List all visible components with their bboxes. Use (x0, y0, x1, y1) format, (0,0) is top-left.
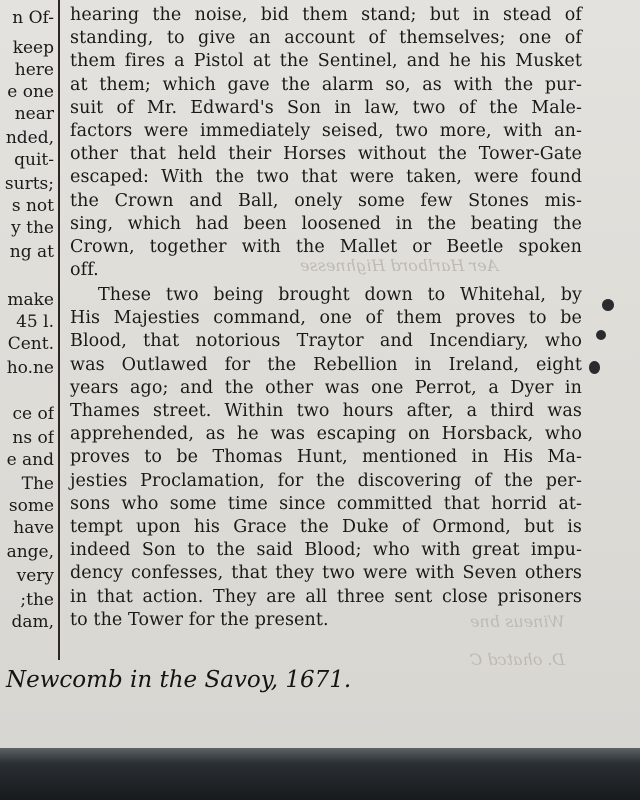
column-rule (58, 0, 60, 660)
article-line: sing, which had been loosened in the beating the (70, 214, 582, 234)
bleed-through-text: Wineus bne (470, 612, 565, 631)
article-line: them fires a Pistol at the Sentinel, and he his Musket (70, 51, 582, 71)
article-line: dency confesses, that they two were with Seven others (70, 563, 582, 583)
left-column-line: The (21, 474, 54, 494)
left-column-fragment (0, 0, 54, 660)
article-line: hearing the noise, bid them stand; but in stead of (70, 5, 582, 25)
article-line: standing, to give an account of themselves; one of (70, 28, 582, 48)
article-line: tempt upon his Grace the Duke of Ormond, but is (70, 517, 582, 537)
margin-hole (589, 361, 600, 374)
margin-hole (602, 299, 614, 311)
left-column-line: nded, (5, 128, 54, 148)
left-column-line: some (8, 496, 54, 516)
left-column-line: ng at (9, 242, 54, 262)
article-column (70, 0, 582, 660)
left-column-line: 45 l. (16, 312, 54, 332)
article-line: was Outlawed for the Rebellion in Ireland, eight (70, 355, 582, 375)
left-column-line: dam, (11, 612, 54, 632)
left-column-line: ange, (6, 542, 54, 562)
left-column-line: y the (11, 218, 54, 238)
printer-imprint: Newcomb in the Savoy, 1671. (6, 667, 352, 693)
left-column-line: e one (7, 82, 54, 102)
left-column-line: here (14, 60, 54, 80)
article-line: sons who some time since committed that horrid at- (70, 494, 582, 514)
left-column-line: keep (12, 38, 54, 58)
article-line: Blood, that notorious Traytor and Incendiary, who (70, 331, 582, 351)
article-line: His Majesties command, one of them proves to be (70, 308, 582, 328)
left-column-line: n Of- (12, 8, 54, 28)
bleed-through-text: Aer Harlbord Highnesse (300, 256, 499, 275)
article-line: suit of Mr. Edward's Son in law, two of the Male- (70, 98, 582, 118)
article-line: apprehended, as he was escaping on Horsback, who (70, 424, 582, 444)
left-column-line: Cent. (7, 334, 54, 354)
article-line: to the Tower for the present. (70, 610, 329, 630)
article-line: off. (70, 260, 99, 280)
article-line: These two being brought down to Whitehal, by (98, 285, 582, 305)
left-column-line: near (14, 104, 54, 124)
left-column-line: ce of (12, 404, 54, 424)
article-line: in that action. They are all three sent close prisoners (70, 587, 582, 607)
table-shadow (0, 748, 640, 800)
article-line: indeed Son to the said Blood; who with great impu- (70, 540, 582, 560)
left-column-line: surts; (4, 174, 54, 194)
article-line: the Crown and Ball, onely some few Stones mis- (70, 191, 582, 211)
article-line: other that held their Horses without the Tower-Gate (70, 144, 582, 164)
article-line: jesties Proclamation, for the discovering of the per- (70, 471, 582, 491)
article-line: years ago; and the other was one Perrot, a Dyer in (70, 378, 582, 398)
left-column-line: ;the (20, 590, 54, 610)
left-column-line: have (13, 518, 54, 538)
article-line: Thames street. Within two hours after, a third was (70, 401, 582, 421)
left-column-line: very (16, 566, 54, 586)
article-line: Crown, together with the Mallet or Beetle spoken (70, 237, 582, 257)
left-column-line: make (7, 290, 54, 310)
bleed-through-text: D. ohatcd C (470, 650, 565, 669)
margin-hole (596, 330, 606, 340)
left-column-line: e and (6, 450, 54, 470)
left-column-line: ho.ne (6, 358, 54, 378)
article-line: at them; which gave the alarm so, as with the pur- (70, 75, 582, 95)
article-line: escaped: With the two that were taken, were found (70, 167, 582, 187)
article-line: factors were immediately seised, two more, with an- (70, 121, 582, 141)
article-line: proves to be Thomas Hunt, mentioned in His Ma- (70, 447, 582, 467)
left-column-line: s not (11, 196, 54, 216)
left-column-line: ns of (12, 428, 54, 448)
left-column-line: quit- (14, 150, 54, 170)
